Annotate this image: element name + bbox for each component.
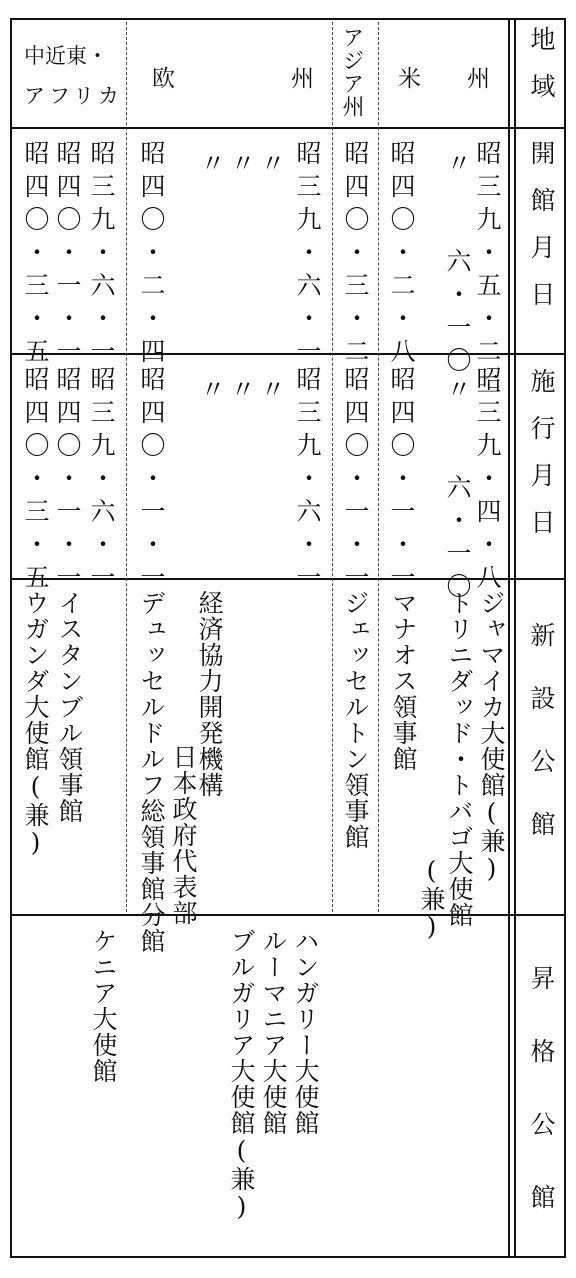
upgraded-mission-romania: ルーマニア大使館 (259, 928, 288, 1136)
divider-asia-europe (332, 22, 333, 912)
header-upgraded-missions: 昇格公館 (527, 965, 556, 1257)
region-mideast-africa-1: 中近東・ (24, 44, 108, 68)
opening-col-2b: 六・一〇 (443, 248, 472, 380)
new-mission-jamaica: ジャマイカ大使館(兼) (477, 590, 506, 884)
enforcement-col-10: 昭三九・六・一 (87, 366, 116, 597)
enforcement-col-6: 〃 (257, 376, 286, 402)
opening-col-2a: 〃 (443, 150, 472, 176)
enforcement-col-8: 〃 (197, 376, 226, 402)
header-enforcement-date: 施行月日 (527, 368, 556, 556)
new-mission-dusseldorf: デュッセルドルフ総領事館分館 (137, 590, 166, 954)
opening-col-10: 昭三九・六・一 (87, 140, 116, 371)
enforcement-col-9: 昭四〇・一・一 (137, 366, 166, 597)
upgraded-mission-bulgaria: ブルガリア大使館(兼) (227, 928, 256, 1222)
opening-col-5: 昭三九・六・一 (293, 140, 322, 371)
upgraded-mission-kenya: ケニア大使館 (89, 928, 118, 1084)
row-rule-4 (12, 914, 564, 916)
opening-col-6: 〃 (257, 150, 286, 176)
enforcement-col-11: 昭四〇・一・一 (53, 366, 82, 597)
opening-col-11: 昭四〇・一・一 (53, 140, 82, 371)
upgraded-mission-hungary: ハンガリー大使館 (291, 928, 320, 1136)
enforcement-col-2b: 六・一〇 (443, 474, 472, 606)
enforcement-col-1: 昭三九・四・八 (473, 366, 502, 597)
frame-bottom (10, 1256, 566, 1258)
region-europe: 欧州 (152, 66, 430, 92)
new-mission-oecd: 経済協力開発機構 (195, 590, 224, 798)
frame-left (10, 18, 12, 1258)
header-region: 地域 (527, 26, 556, 120)
opening-col-8: 〃 (197, 150, 226, 176)
region-asia: アジア州 (339, 26, 364, 118)
enforcement-col-12: 昭四〇・三・五 (21, 366, 50, 597)
region-mideast-africa-2: アフリカ (24, 84, 123, 108)
row-rule-1 (12, 127, 564, 129)
enforcement-col-5: 昭三九・六・一 (293, 366, 322, 597)
new-mission-trinidad-note: (兼) (417, 856, 446, 942)
new-mission-manaus: マナオス領事館 (389, 590, 418, 772)
header-opening-date: 開館月日 (527, 140, 556, 328)
new-mission-oecd-delegation: 日本政府代表部 (169, 744, 198, 926)
opening-col-4: 昭四〇・三・二 (341, 140, 370, 371)
opening-col-7: 〃 (227, 150, 256, 176)
enforcement-col-7: 〃 (227, 376, 256, 402)
new-mission-uganda: ウガンダ大使館(兼) (21, 590, 50, 858)
enforcement-col-2a: 〃 (443, 376, 472, 402)
side-rule-2 (514, 18, 516, 1258)
divider-americas-asia (378, 22, 379, 912)
new-mission-istanbul: イスタンブル領事館 (55, 590, 84, 824)
opening-col-12: 昭四〇・三・五 (21, 140, 50, 371)
region-americas: 米州 (398, 66, 536, 92)
new-mission-trinidad: トリニダッド・トバゴ大使館 (445, 590, 474, 928)
divider-europe-africa (126, 22, 127, 912)
frame-right (564, 18, 566, 1258)
opening-col-3: 昭四〇・二・八 (387, 140, 416, 371)
opening-col-1: 昭三九・五・二二 (473, 140, 502, 404)
frame-top (10, 18, 566, 20)
header-new-missions: 新設公館 (527, 622, 556, 874)
opening-col-9: 昭四〇・二・四 (137, 140, 166, 371)
enforcement-col-3: 昭四〇・一・一 (387, 366, 416, 597)
side-rule-1 (508, 18, 510, 1258)
enforcement-col-4: 昭四〇・一・一 (341, 366, 370, 597)
new-mission-jesselton: ジェッセルトン領事館 (341, 590, 370, 850)
